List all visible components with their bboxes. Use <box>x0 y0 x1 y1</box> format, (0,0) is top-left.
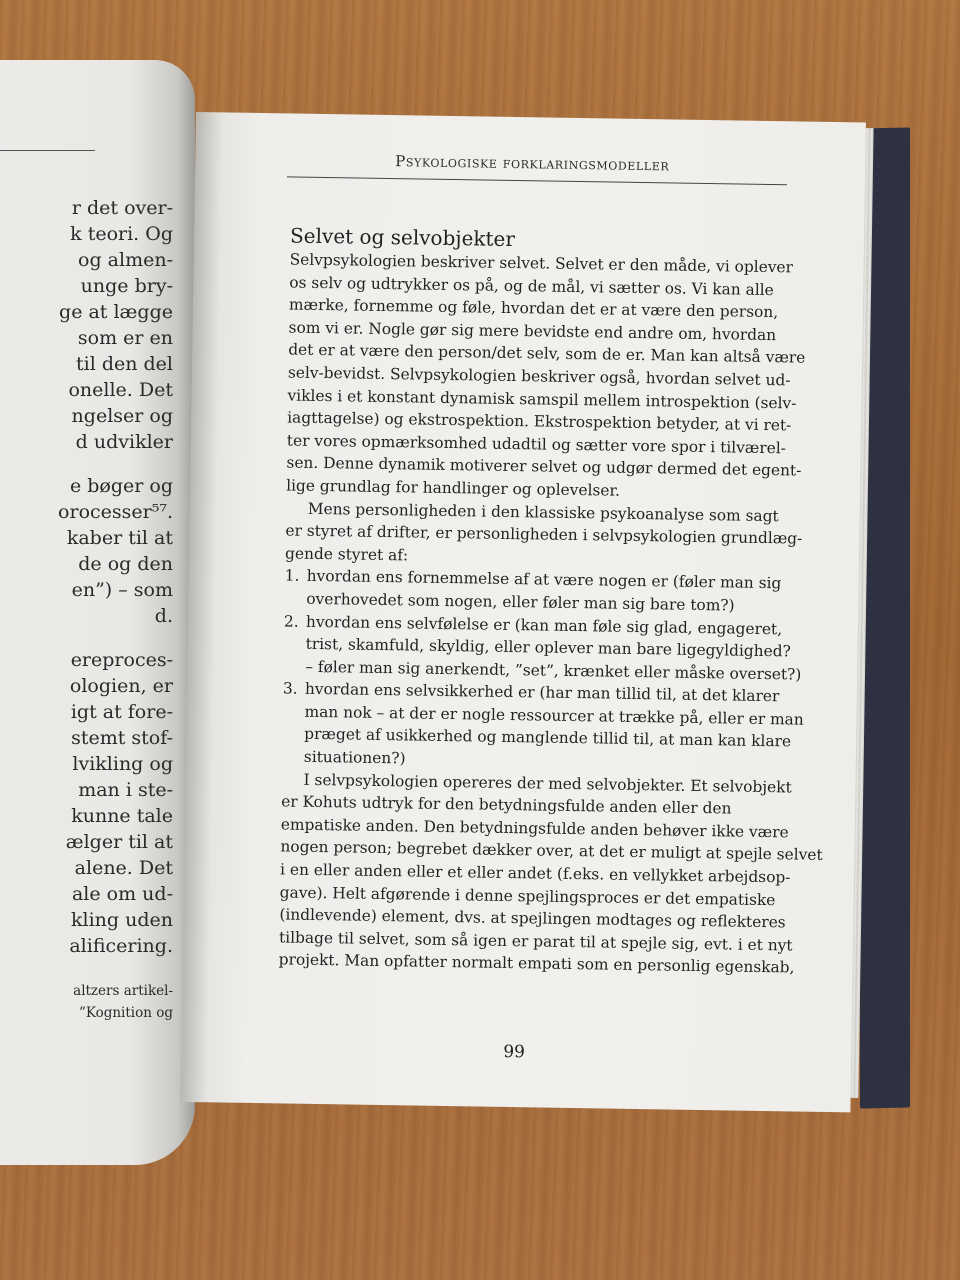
text-line: ter vores opmærksomhed udadtil og sætter vore spor i tilværel- <box>286 431 787 458</box>
list-text: man nok – at der er nogle ressourcer at trække på, eller er man <box>304 702 804 729</box>
line-gap <box>58 455 173 473</box>
left-page-text <box>58 195 173 959</box>
text-line: (indlevende) element, dvs. at spejlingen modtages og reflekteres <box>279 905 786 932</box>
text-line: os selv og udtrykker os på, og de mål, vi sætter os. Vi kan alle <box>289 273 774 299</box>
text-line: kunne tale <box>71 805 173 827</box>
list-text: – føler man sig anerkendt, ”set”, krænket eller måske overset?) <box>305 657 802 684</box>
paragraph-2 <box>284 497 803 573</box>
line-gap <box>58 629 173 647</box>
text-line: iagttagelse) og ekstrospektion. Ekstrospektion betyder, at vi ret- <box>287 408 792 435</box>
text-line: mærke, fornemme og føle, hvordan det er at være den person, <box>288 295 779 322</box>
text-line: tilbage til selvet, som så igen er parat til at spejle sig, evt. i et nyt <box>278 928 793 955</box>
list-number: 2. <box>283 611 299 631</box>
text-line: er styret af drifter, er personligheden i selvpsykologien grundlæg- <box>285 521 803 548</box>
right-page <box>180 112 865 1112</box>
text-line: unge bry- <box>80 275 173 297</box>
text-line: orocesser⁵⁷. <box>58 501 173 523</box>
text-line: projekt. Man opfatter normalt empati som en personlig egenskab, <box>278 950 795 977</box>
text-line: kaber til at <box>66 527 173 549</box>
text-line: lvikling og <box>72 753 173 775</box>
text-line: sen. Denne dynamik motiverer selvet og udgør dermed det egent- <box>286 453 802 480</box>
paragraph-3 <box>278 768 823 979</box>
text-line: alificering. <box>69 935 173 957</box>
text-line: gave). Helt afgørende i denne spejlingsproces er det empatiske <box>279 883 776 909</box>
left-page-footnote <box>73 980 173 1024</box>
text-line: vikles i et konstant dynamisk samspil mellem introspektion (selv- <box>287 386 797 413</box>
text-line: kling uden <box>71 909 173 931</box>
numbered-list <box>282 565 804 776</box>
body-text <box>278 223 823 979</box>
footnote-line: altzers artikel- <box>73 983 173 999</box>
text-line: alene. Det <box>74 857 173 879</box>
text-line: lige grundlag for handlinger og oplevelser. <box>286 476 621 500</box>
list-item <box>283 610 802 686</box>
text-line: ælger til at <box>65 831 173 853</box>
list-text: trist, skamfuld, skyldig, eller oplever man bare ligegyldighed? <box>305 634 791 661</box>
section-heading: Selvet og selvobjekter <box>289 223 516 252</box>
text-line: igt at fore- <box>70 701 173 723</box>
text-line: er Kohuts udtryk for den betydningsfulde anden eller den <box>281 792 732 818</box>
text-line: til den del <box>76 353 173 375</box>
footnote-line: ”Kognition og <box>78 1005 173 1021</box>
text-line: det er at være den person/det selv, som de er. Man kan altså være <box>288 340 806 367</box>
list-item <box>284 565 782 618</box>
list-text: situationen?) <box>303 747 406 768</box>
left-header-rule <box>0 150 95 151</box>
list-text: hvordan ens fornemmelse af at være nogen er (føler man sig <box>306 567 782 593</box>
text-line: man i ste- <box>78 779 173 801</box>
text-line: som vi er. Nogle gør sig mere bevidste end andre om, hvordan <box>288 318 777 344</box>
list-number: 1. <box>284 566 300 585</box>
text-line: d udvikler <box>75 431 173 453</box>
text-line: Mens personligheden i den klassiske psykoanalyse som sagt <box>307 499 779 525</box>
text-line: stemt stof- <box>71 727 173 749</box>
text-line: selv-bevidst. Selvpsykologien beskriver også, hvordan selvet ud- <box>287 363 791 390</box>
text-line: ge at lægge <box>59 301 173 323</box>
text-line: e bøger og <box>69 475 173 497</box>
list-text: hvordan ens selvsikkerhed er (har man tillid til, at det klarer <box>304 680 780 706</box>
text-line: d. <box>154 605 173 627</box>
header-rule <box>287 176 787 185</box>
text-line: empatiske anden. Den betydningsfulde anden behøver ikke være <box>280 815 789 842</box>
text-line: ologien, er <box>69 675 173 697</box>
text-line: Selvpsykologien beskriver selvet. Selvet er den måde, vi oplever <box>289 250 794 277</box>
text-line: og almen- <box>78 249 173 271</box>
text-line: i en eller anden eller et eller andet (f.eks. en vellykket arbejdsop- <box>279 860 791 887</box>
text-line: k teori. Og <box>70 223 173 245</box>
text-line: de og den <box>78 553 173 575</box>
list-number: 3. <box>282 679 298 698</box>
list-item <box>282 678 804 776</box>
list-text: hvordan ens selvfølelse er (kan man føle sig glad, engageret, <box>305 612 783 638</box>
text-line: ale om ud- <box>71 883 173 905</box>
text-line: ereproces- <box>70 649 173 671</box>
running-head: Psykologiske forklaringsmodeller <box>395 152 670 175</box>
paragraph-1 <box>286 248 806 504</box>
text-line: nogen person; begrebet dækker over, at det er muligt at spejle selvet <box>280 837 823 865</box>
text-line: gende styret af: <box>284 544 409 565</box>
text-line: som er en <box>77 327 173 349</box>
text-line: r det over- <box>71 197 173 219</box>
list-text: præget af usikkerhed og manglende tillid til, at man kan klare <box>304 725 792 751</box>
text-line: I selvpsykologien opereres der med selvobjekter. Et selvobjekt <box>303 770 792 797</box>
left-page <box>0 60 195 1165</box>
text-line: ngelser og <box>71 405 173 427</box>
list-text: overhovedet som nogen, eller føler man sig bare tom?) <box>306 589 735 615</box>
text-line: en”) – som <box>71 579 173 601</box>
page-number: 99 <box>503 1041 526 1063</box>
text-line: onelle. Det <box>68 379 173 401</box>
